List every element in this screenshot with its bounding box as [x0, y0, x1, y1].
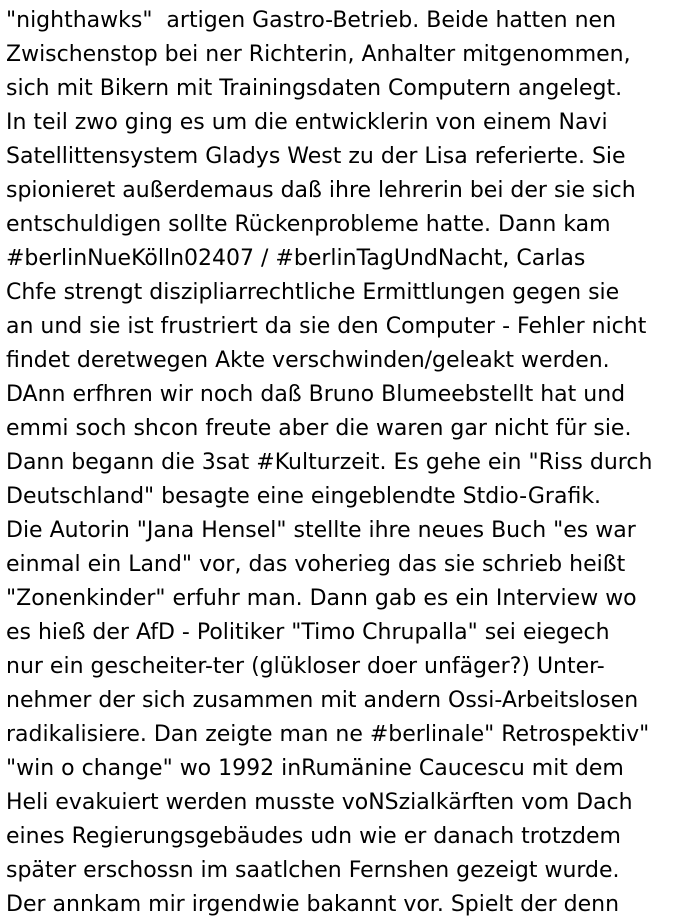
- document-body: [6, 4, 682, 922]
- text-line: findet deretwegen Akte verschwinden/geleakt werden.: [6, 348, 610, 373]
- text-line: nur ein gescheiter-ter (glükloser doer unfäger?) Unter-: [6, 654, 605, 679]
- text-line: sich mit Bikern mit Trainingsdaten Computern angelegt.: [6, 76, 623, 101]
- text-line: Deutschland" besagte eine eingeblendte Stdio-Grafik.: [6, 484, 602, 509]
- text-line: Der annkam mir irgendwie bakannt vor. Spielt der denn: [6, 892, 620, 917]
- text-line: spionieret außerdemaus daß ihre lehrerin bei der sie sich: [6, 178, 636, 203]
- text-line: "Zonenkinder" erfuhr man. Dann gab es ein Interview wo: [6, 586, 637, 611]
- text-line: Chfe strengt diszipliarrechtliche Ermittlungen gegen sie: [6, 280, 620, 305]
- text-line: entschuldigen sollte Rückenprobleme hatte. Dann kam: [6, 212, 611, 237]
- text-line: Satellittensystem Gladys West zu der Lisa referierte. Sie: [6, 144, 626, 169]
- text-line: In teil zwo ging es um die entwicklerin von einem Navi: [6, 110, 608, 135]
- text-line: später erschossn im saatlchen Fernshen gezeigt wurde.: [6, 858, 620, 883]
- text-line: DAnn erfhren wir noch daß Bruno Blumeebstellt hat und: [6, 382, 626, 407]
- text-line: #berlinNueKölln02407 / #berlinTagUndNacht, Carlas: [6, 246, 586, 271]
- text-line: Dann begann die 3sat #Kulturzeit. Es gehe ein "Riss durch: [6, 450, 653, 475]
- text-line: Zwischenstop bei ner Richterin, Anhalter mitgenommen,: [6, 42, 631, 67]
- text-line: "win o change" wo 1992 inRumänine Caucescu mit dem: [6, 756, 624, 781]
- text-line: es hieß der AfD - Politiker "Timo Chrupalla" sei eiegech: [6, 620, 610, 645]
- text-line: Heli evakuiert werden musste voNSzialkärften vom Dach: [6, 790, 633, 815]
- text-line: radikalisiere. Dan zeigte man ne #berlinale" Retrospektiv": [6, 722, 650, 747]
- text-line: "nighthawks" artigen Gastro-Betrieb. Beide hatten nen: [6, 8, 617, 33]
- text-line: eines Regierungsgebäudes udn wie er danach trotzdem: [6, 824, 621, 849]
- text-line: Die Autorin "Jana Hensel" stellte ihre neues Buch "es war: [6, 518, 636, 543]
- text-line: emmi soch shcon freute aber die waren gar nicht für sie.: [6, 416, 632, 441]
- text-line: an und sie ist frustriert da sie den Computer - Fehler nicht: [6, 314, 647, 339]
- text-line: nehmer der sich zusammen mit andern Ossi-Arbeitslosen: [6, 688, 639, 713]
- text-line: einmal ein Land" vor, das voherieg das sie schrieb heißt: [6, 552, 626, 577]
